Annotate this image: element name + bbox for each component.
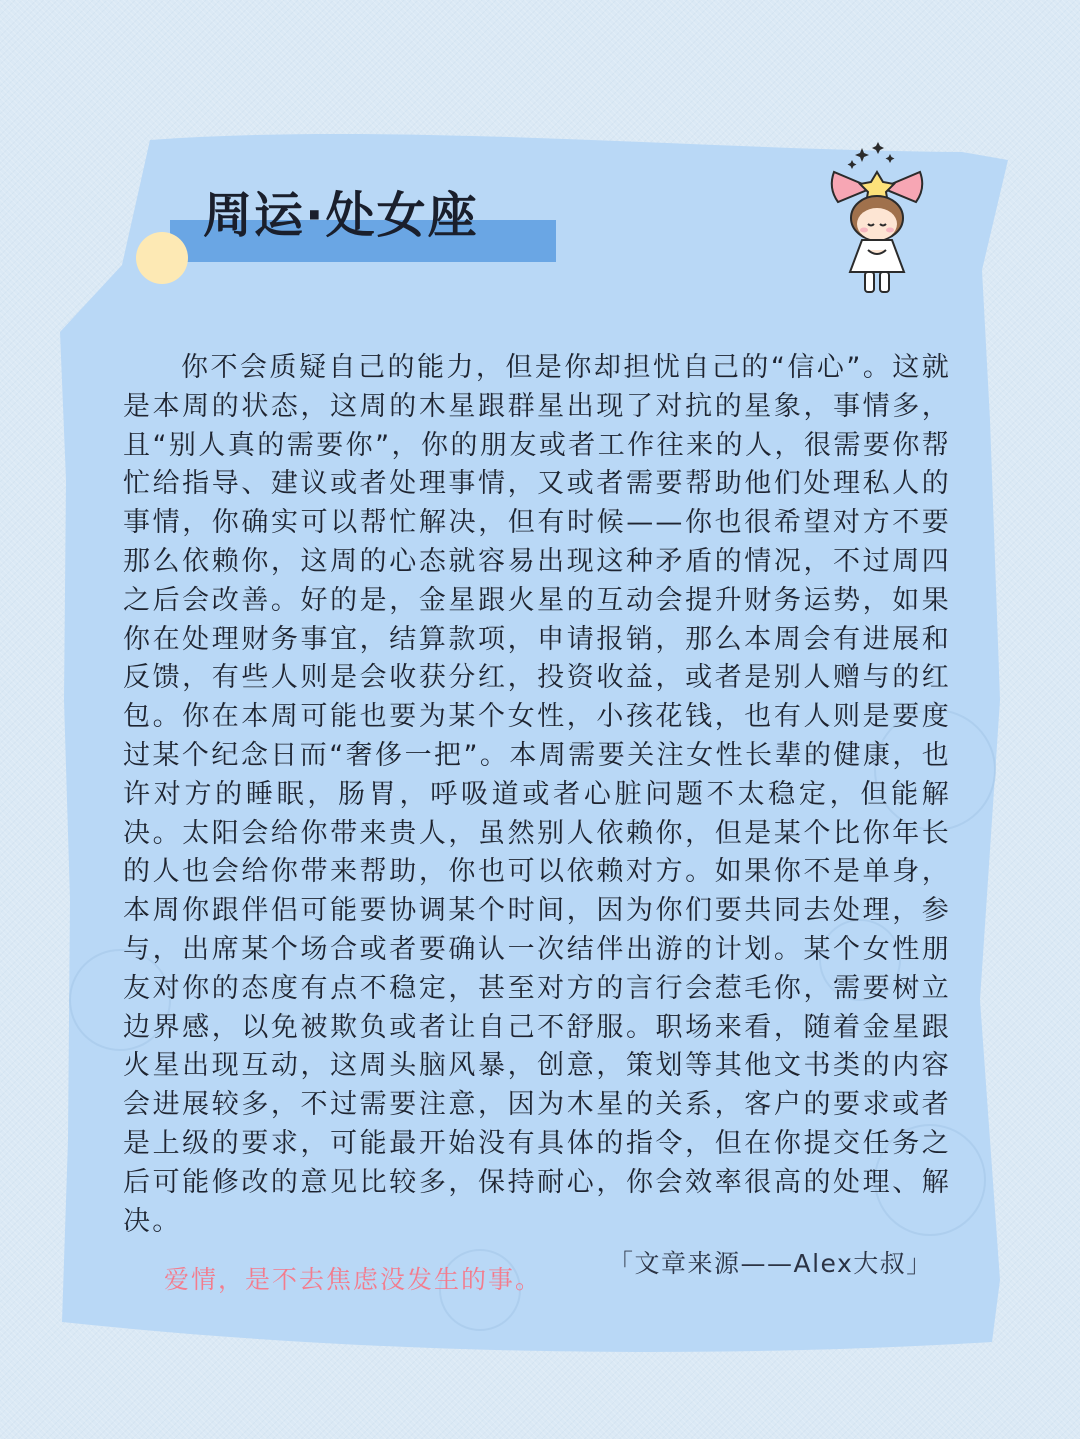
article-source: 「文章来源——Alex大叔」 [608,1249,933,1278]
cartoon-girl-with-star-bow-icon [812,138,942,308]
title-accent-dot [136,232,188,284]
footer-quote: 爱情，是不去焦虑没发生的事。 [164,1265,543,1294]
page-title: 周运·处女座 [203,187,479,244]
article-body: 你不会质疑自己的能力，但是你却担忧自己的“信心”。这就是本周的状态，这周的木星跟群星出现了对抗的星象，事情多，且“别人真的需要你”，你的朋友或者工作往来的人，很需要你帮忙给指导、建议或者处理事情，又或者需要帮助他们处理私人的事情，你确实可以帮忙解决，但有时候——你也很希望对方不要那么依赖你，这周的心态就容易出现这种矛盾的情况，不过周四之后会改善。好的是，金星跟火星的互动会提升财务运势，如果你在处理财务事宜，结算款项，申请报销，那么本周会有进展和反馈，有些人则是会收获分红，投资收益，或者是别人赠与的红包。你在本周可能也要为某个女性，小孩花钱，也有人则是要度过某个纪念日而“奢侈一把”。本周需要关注女性长辈的健康，也许对方的睡眠，肠胃，呼吸道或者心脏问题不太稳定，但能解决。太阳会给你带来贵人，虽然别人依赖你，但是某个比你年长的人也会给你带来帮助，你也可以依赖对方。如果你不是单身，本周你跟伴侣可能要协调某个时间，因为你们要共同去处理，参与，出席某个场合或者要确认一次结伴出游的计划。某个女性朋友对你的态度有点不稳定，甚至对方的言行会惹毛你，需要树立边界感，以免被欺负或者让自己不舒服。职场来看，随着金星跟火星出现互动，这周头脑风暴，创意，策划等其他文书类的内容会进展较多，不过需要注意，因为木星的关系，客户的要求或者是上级的要求，可能最开始没有具体的指令，但在你提交任务之后可能修改的意见比较多，保持耐心，你会效率很高的处理、解决。 [123,352,951,1237]
